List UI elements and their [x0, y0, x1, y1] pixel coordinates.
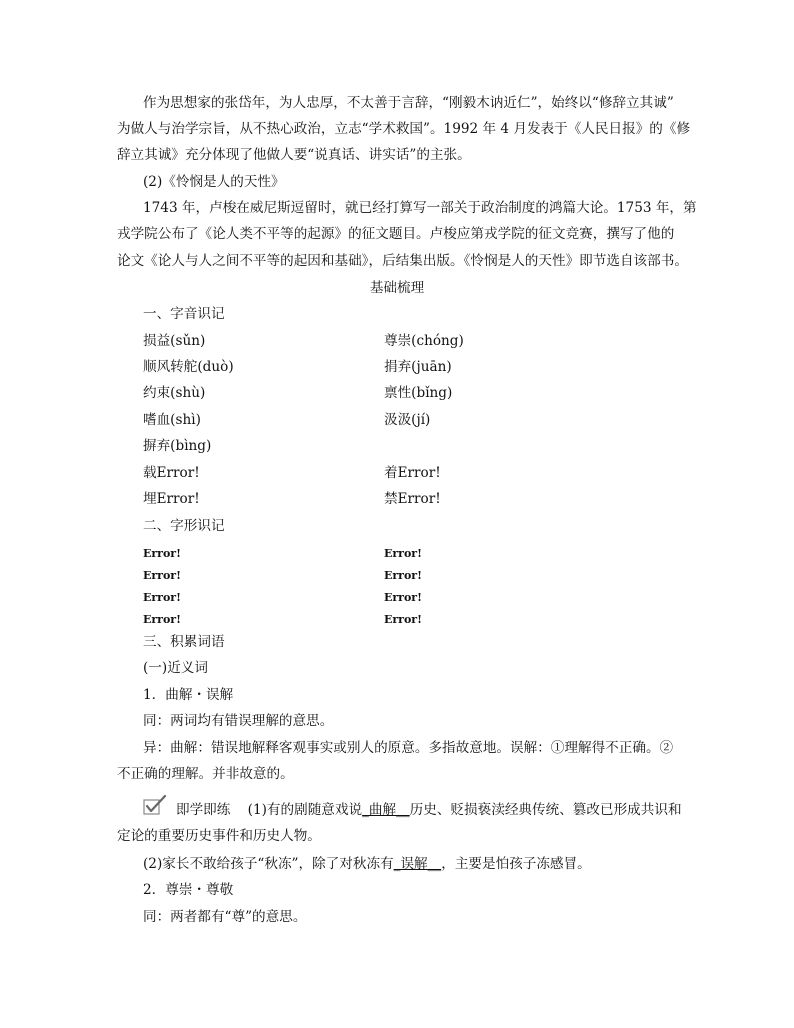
exercise2-answer: _误解__	[393, 856, 442, 872]
error-placeholder: Error!	[384, 591, 422, 604]
intro-paragraph2-line2: 戎学院公布了《论人类不平等的起源》的征文题目。卢梭应第戎学院的征文竞赛，撰写了他的	[117, 226, 675, 242]
vocab-difference-line2: 不正确的理解。并非故意的。	[117, 766, 294, 782]
pronunciation-item: 禀性(bǐng)	[384, 385, 453, 401]
vocab-item-title: 1．曲解・误解	[143, 687, 234, 703]
intro-paragraph1-line2: 为做人与治学宗旨，从不热心政治，立志“学术救国”。1992 年 4 月发表于《人民日报》的《修	[117, 121, 691, 137]
error-placeholder: Error!	[384, 613, 422, 626]
pronunciation-item: 嗜血(shì)	[143, 412, 201, 428]
intro-paragraph1-line1: 作为思想家的张岱年，为人忠厚，不太善于言辞，“刚毅木讷近仁”，始终以“修辞立其诚”	[143, 95, 674, 111]
vocab-similarity: 同：两者都有“尊”的意思。	[143, 909, 307, 925]
exercise2-line	[143, 855, 591, 873]
polyphone-item: 埋Error!	[143, 491, 200, 507]
exercise1-prefix: (1)有的剧随意戏说	[247, 802, 363, 818]
vocab-similarity: 同：两词均有错误理解的意思。	[143, 713, 334, 729]
error-placeholder: Error!	[143, 569, 181, 582]
error-placeholder: Error!	[384, 547, 422, 560]
error-placeholder: Error!	[384, 569, 422, 582]
section2-heading: 二、字形识记	[143, 518, 225, 534]
section3-subheading: (一)近义词	[143, 660, 208, 676]
intro-paragraph2-line3: 论文《论人与人之间不平等的起因和基础》，后结集出版。《怜悯是人的天性》即节选自该部书。	[117, 253, 688, 269]
intro-subheading: (2)《怜悯是人的天性》	[143, 174, 285, 190]
pronunciation-item: 损益(sǔn)	[143, 333, 206, 349]
pronunciation-item: 摒弃(bìng)	[143, 438, 212, 454]
section-title: 基础梳理	[369, 280, 425, 296]
exercise2-prefix: (2)家长不敢给孩子“秋冻”，除了对秋冻有	[143, 856, 394, 872]
exercise1-suffix: 历史、贬损亵渎经典传统、篡改已形成共识和	[409, 802, 682, 818]
error-placeholder: Error!	[143, 613, 181, 626]
pronunciation-item: 顺风转舵(duò)	[143, 359, 234, 375]
exercise2-suffix: ，主要是怕孩子冻感冒。	[441, 856, 591, 872]
vocab-difference-line1: 异：曲解：错误地解释客观事实或别人的原意。多指故意地。误解：①理解得不正确。②	[143, 740, 674, 756]
polyphone-item: 着Error!	[384, 465, 441, 481]
exercise-line1	[176, 801, 682, 819]
exercise1-answer: _曲解__	[362, 802, 410, 818]
polyphone-item: 禁Error!	[384, 491, 441, 507]
pronunciation-item: 汲汲(jí)	[384, 412, 431, 428]
exercise-line2: 定论的重要历史事件和历史人物。	[117, 828, 321, 844]
pronunciation-item: 捐弃(juān)	[384, 359, 452, 375]
pronunciation-item: 约束(shù)	[143, 385, 206, 401]
error-placeholder: Error!	[143, 591, 181, 604]
section1-heading: 一、字音识记	[143, 306, 225, 322]
polyphone-item: 载Error!	[143, 465, 200, 481]
pronunciation-item: 尊崇(chóng)	[384, 333, 464, 349]
intro-paragraph2-line1: 1743 年，卢梭在威尼斯逗留时，就已经打算写一部关于政治制度的鸿篇大论。1753 年，第	[143, 200, 697, 216]
checkbox-check-icon	[143, 794, 167, 816]
intro-paragraph1-line3: 辞立其诚》充分体现了他做人要“说真话、讲实话”的主张。	[117, 147, 471, 163]
error-placeholder: Error!	[143, 547, 181, 560]
vocab-item-title: 2．尊崇・尊敬	[143, 882, 234, 898]
exercise-label: 即学即练	[176, 802, 231, 818]
section3-heading: 三、积累词语	[143, 634, 225, 650]
